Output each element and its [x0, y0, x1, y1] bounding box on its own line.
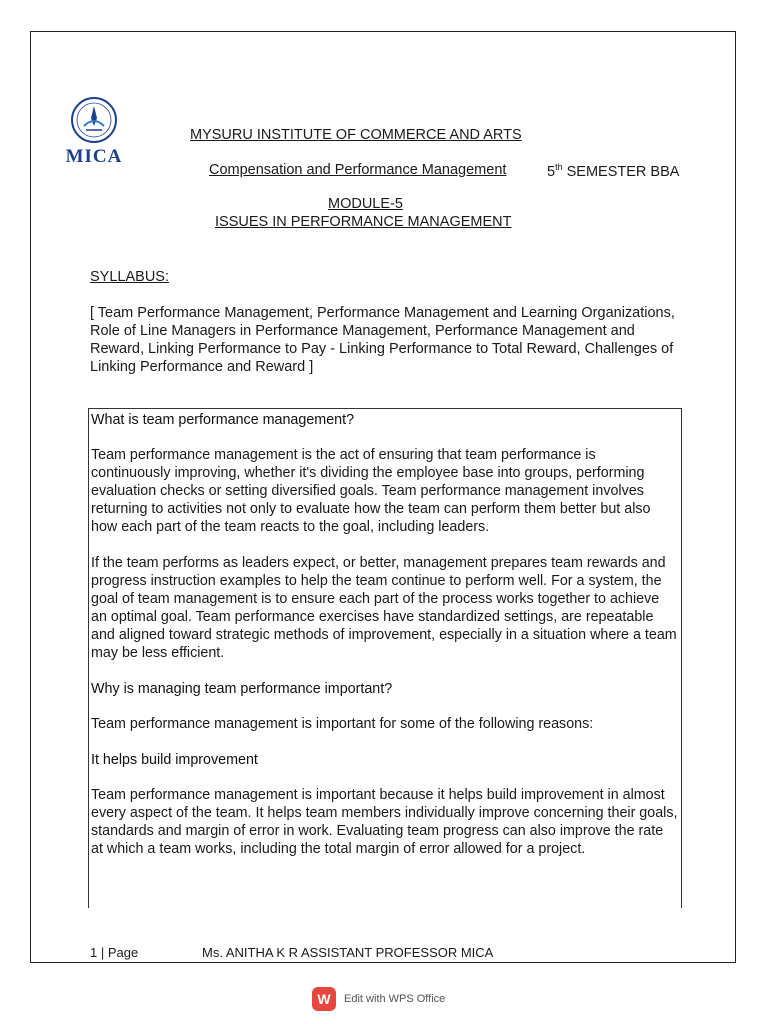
- content-box: [88, 408, 682, 908]
- semester-suffix: th: [555, 162, 563, 172]
- syllabus-label: SYLLABUS:: [90, 269, 169, 285]
- paragraph-definition: Team performance management is the act of ensuring that team performance is continuously improving, whether it's dividing the employee base into groups, performing evaluation checks or setting diversified goals. Team performance management involves returning to activities not only to evaluate how the team can perform them better but also how each part of the team reacts to the goal, including leaders.: [91, 447, 651, 535]
- semester-text: SEMESTER BBA: [562, 163, 680, 180]
- paragraph-reasons: Team performance management is important for some of the following reasons:: [91, 716, 594, 732]
- wps-edit-label[interactable]: Edit with WPS Office: [344, 993, 446, 1005]
- subheading-improvement: It helps build improvement: [91, 752, 258, 768]
- question-team-performance: What is team performance management?: [91, 412, 355, 428]
- wps-office-icon: W: [312, 987, 336, 1011]
- page-number: 1 | Page: [90, 945, 139, 960]
- course-title: Compensation and Performance Management: [209, 162, 507, 178]
- paragraph-goals: If the team performs as leaders expect, or better, management prepares team rewards and progress instruction examples to help the team continue to perform well. For a system, the goal of team management is to ensure each part of the process works together to achieve an optimal goal. Team performance exercises have standardized settings, are repeatable and aligned toward strategic methods of improvement, especially in a situation where a team may be less efficient.: [91, 555, 677, 661]
- module-title: ISSUES IN PERFORMANCE MANAGEMENT: [215, 214, 512, 230]
- footer-author: Ms. ANITHA K R ASSISTANT PROFESSOR MICA: [202, 945, 494, 960]
- mica-emblem-icon: [70, 96, 118, 144]
- institute-logo: [60, 96, 128, 188]
- semester-number: 5: [547, 163, 556, 180]
- wps-edit-banner[interactable]: [312, 987, 445, 1011]
- institute-name: MYSURU INSTITUTE OF COMMERCE AND ARTS: [190, 127, 522, 143]
- semester-label: [547, 162, 679, 180]
- paragraph-improvement: Team performance management is important because it helps build improvement in almost every aspect of the team. It helps team members individually improve concerning their goals, standards and margin of error in work. Evaluating team progress can also improve the rate at which a team works, including the total margin of error allowed for a project.: [91, 787, 678, 857]
- module-number: MODULE-5: [328, 196, 403, 212]
- question-importance: Why is managing team performance important?: [91, 681, 393, 697]
- logo-text: MICA: [65, 146, 123, 167]
- syllabus-text: [ Team Performance Management, Performance Management and Learning Organizations, Role of Line Managers in Performance Management, Performance Management and Reward, Linking Performance to Pay - Linking Performance to Total Reward, Challenges of Linking Performance and Reward ]: [90, 305, 675, 375]
